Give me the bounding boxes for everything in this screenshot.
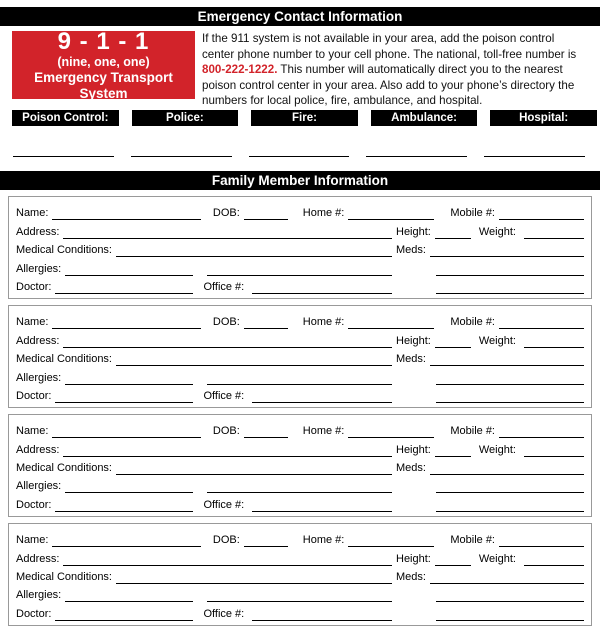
emergency-header-bar bbox=[0, 7, 600, 26]
allergies-line-2 bbox=[207, 372, 392, 385]
weight-line bbox=[524, 226, 584, 239]
home-phone-line bbox=[348, 207, 434, 220]
poison-control-phone-number: 800-222-1222. bbox=[202, 63, 278, 77]
meds-line bbox=[430, 244, 584, 257]
dob-line bbox=[244, 425, 288, 438]
address-line bbox=[63, 444, 392, 457]
name-line bbox=[52, 207, 200, 220]
height-line bbox=[435, 335, 471, 348]
allergies-line-2 bbox=[207, 480, 392, 493]
hospital-write-in-line bbox=[484, 126, 585, 157]
doctor-line bbox=[55, 281, 193, 294]
contact-label-ambulance: Ambulance: bbox=[371, 110, 478, 126]
height-label: Height: bbox=[396, 225, 431, 238]
allergies-line bbox=[65, 589, 193, 602]
meds-label: Meds: bbox=[396, 353, 426, 366]
medical-conditions-label: Medical Conditions: bbox=[16, 244, 112, 257]
home-phone-label: Home #: bbox=[302, 316, 345, 329]
medical-conditions-row bbox=[16, 457, 584, 475]
poison-control-write-in-line bbox=[13, 126, 114, 157]
family-member-card bbox=[8, 523, 592, 626]
address-label: Address: bbox=[16, 552, 60, 565]
doctor-line bbox=[55, 390, 193, 403]
emergency-contact-form-page bbox=[0, 7, 600, 630]
mobile-phone-label: Mobile #: bbox=[450, 534, 495, 547]
meds-line-2 bbox=[436, 589, 584, 602]
address-row bbox=[16, 329, 584, 347]
medical-conditions-line bbox=[116, 462, 392, 475]
meds-line-3 bbox=[436, 608, 584, 621]
height-line bbox=[435, 226, 471, 239]
doctor-row bbox=[16, 276, 584, 294]
medical-conditions-label: Medical Conditions: bbox=[16, 462, 112, 475]
meds-line-3 bbox=[436, 390, 584, 403]
doctor-label: Doctor: bbox=[16, 498, 52, 511]
office-phone-line bbox=[252, 390, 392, 403]
weight-label: Weight: bbox=[478, 334, 516, 347]
allergies-row bbox=[16, 475, 584, 493]
dob-line bbox=[244, 207, 288, 220]
name-line bbox=[52, 316, 200, 329]
office-phone-line bbox=[252, 499, 392, 512]
911-subtitle: Emergency Transport System bbox=[34, 70, 173, 101]
allergies-line bbox=[65, 480, 193, 493]
police-write-in-line bbox=[131, 126, 232, 157]
fire-write-in-line bbox=[249, 126, 350, 157]
name-label: Name: bbox=[16, 425, 49, 438]
poison-control-instructions bbox=[202, 31, 586, 109]
meds-line-3 bbox=[436, 281, 584, 294]
mobile-phone-label: Mobile #: bbox=[450, 425, 495, 438]
allergies-label: Allergies: bbox=[16, 371, 62, 384]
address-row bbox=[16, 220, 584, 238]
mobile-phone-label: Mobile #: bbox=[450, 316, 495, 329]
address-line bbox=[63, 226, 392, 239]
weight-line bbox=[524, 444, 584, 457]
name-row bbox=[16, 202, 584, 220]
allergies-label: Allergies: bbox=[16, 262, 62, 275]
dob-line bbox=[244, 316, 288, 329]
contact-label-police: Police: bbox=[132, 110, 239, 126]
office-phone-label: Office #: bbox=[203, 389, 245, 402]
family-header-title: Family Member Information bbox=[211, 173, 389, 188]
mobile-phone-label: Mobile #: bbox=[450, 207, 495, 220]
medical-conditions-line bbox=[116, 571, 392, 584]
dob-label: DOB: bbox=[212, 534, 240, 547]
911-number: 9 - 1 - 1 bbox=[57, 28, 150, 55]
doctor-label: Doctor: bbox=[16, 280, 52, 293]
name-label: Name: bbox=[16, 207, 49, 220]
address-row bbox=[16, 547, 584, 565]
meds-line-3 bbox=[436, 499, 584, 512]
medical-conditions-line bbox=[116, 244, 392, 257]
ambulance-write-in-line bbox=[366, 126, 467, 157]
weight-label: Weight: bbox=[478, 552, 516, 565]
address-line bbox=[63, 335, 392, 348]
meds-line-2 bbox=[436, 480, 584, 493]
name-line bbox=[52, 534, 200, 547]
family-header-bar bbox=[0, 171, 600, 190]
meds-line bbox=[430, 462, 584, 475]
home-phone-line bbox=[348, 425, 434, 438]
instructions-text-before: If the 911 system is not available in your area, add the poison control center phone number to your cell phone. The national, toll-free number is bbox=[202, 32, 577, 61]
contact-write-in-row bbox=[13, 126, 585, 157]
meds-label: Meds: bbox=[396, 571, 426, 584]
family-member-card bbox=[8, 305, 592, 408]
name-label: Name: bbox=[16, 316, 49, 329]
medical-conditions-row bbox=[16, 348, 584, 366]
911-callout bbox=[12, 28, 195, 101]
address-line bbox=[63, 553, 392, 566]
instructions-text-after: This number will automatically direct you to the nearest poison control center in your area. Also add to your phone’s directory the numbers for local police, fire, ambulance, and hospital. bbox=[202, 63, 575, 108]
family-members bbox=[0, 196, 600, 626]
contact-label-hospital: Hospital: bbox=[490, 110, 597, 126]
allergies-line-2 bbox=[207, 589, 392, 602]
home-phone-label: Home #: bbox=[302, 425, 345, 438]
contact-labels-row bbox=[12, 110, 597, 126]
meds-line bbox=[430, 353, 584, 366]
name-row bbox=[16, 420, 584, 438]
allergies-row bbox=[16, 257, 584, 275]
office-phone-label: Office #: bbox=[203, 498, 245, 511]
contact-label-poison-control: Poison Control: bbox=[12, 110, 119, 126]
name-row bbox=[16, 311, 584, 329]
emergency-header-title: Emergency Contact Information bbox=[197, 9, 403, 24]
home-phone-line bbox=[348, 316, 434, 329]
allergies-line-2 bbox=[207, 263, 392, 276]
allergies-row bbox=[16, 584, 584, 602]
weight-line bbox=[524, 335, 584, 348]
home-phone-label: Home #: bbox=[302, 534, 345, 547]
doctor-row bbox=[16, 602, 584, 620]
office-phone-line bbox=[252, 608, 392, 621]
medical-conditions-row bbox=[16, 566, 584, 584]
address-row bbox=[16, 438, 584, 456]
meds-line-2 bbox=[436, 372, 584, 385]
dob-label: DOB: bbox=[212, 316, 240, 329]
dob-line bbox=[244, 534, 288, 547]
office-phone-label: Office #: bbox=[203, 280, 245, 293]
address-label: Address: bbox=[16, 443, 60, 456]
mobile-phone-line bbox=[499, 316, 584, 329]
height-label: Height: bbox=[396, 334, 431, 347]
home-phone-label: Home #: bbox=[302, 207, 345, 220]
allergies-label: Allergies: bbox=[16, 589, 62, 602]
contact-label-fire: Fire: bbox=[251, 110, 358, 126]
mobile-phone-line bbox=[499, 534, 584, 547]
911-words: (nine, one, one) bbox=[57, 55, 150, 69]
allergies-line bbox=[65, 372, 193, 385]
height-label: Height: bbox=[396, 552, 431, 565]
mobile-phone-line bbox=[499, 207, 584, 220]
medical-conditions-label: Medical Conditions: bbox=[16, 571, 112, 584]
doctor-row bbox=[16, 493, 584, 511]
home-phone-line bbox=[348, 534, 434, 547]
address-label: Address: bbox=[16, 225, 60, 238]
height-line bbox=[435, 553, 471, 566]
name-line bbox=[52, 425, 200, 438]
office-phone-label: Office #: bbox=[203, 607, 245, 620]
family-member-card bbox=[8, 196, 592, 299]
doctor-row bbox=[16, 385, 584, 403]
doctor-label: Doctor: bbox=[16, 607, 52, 620]
medical-conditions-row bbox=[16, 239, 584, 257]
height-label: Height: bbox=[396, 443, 431, 456]
meds-line bbox=[430, 571, 584, 584]
weight-label: Weight: bbox=[478, 225, 516, 238]
doctor-label: Doctor: bbox=[16, 389, 52, 402]
doctor-line bbox=[55, 499, 193, 512]
family-member-card bbox=[8, 414, 592, 517]
medical-conditions-label: Medical Conditions: bbox=[16, 353, 112, 366]
medical-conditions-line bbox=[116, 353, 392, 366]
mobile-phone-line bbox=[499, 425, 584, 438]
name-row bbox=[16, 529, 584, 547]
dob-label: DOB: bbox=[212, 207, 240, 220]
address-label: Address: bbox=[16, 334, 60, 347]
weight-line bbox=[524, 553, 584, 566]
allergies-label: Allergies: bbox=[16, 480, 62, 493]
allergies-line bbox=[65, 263, 193, 276]
meds-label: Meds: bbox=[396, 244, 426, 257]
doctor-line bbox=[55, 608, 193, 621]
meds-line-2 bbox=[436, 263, 584, 276]
allergies-row bbox=[16, 366, 584, 384]
meds-label: Meds: bbox=[396, 462, 426, 475]
dob-label: DOB: bbox=[212, 425, 240, 438]
weight-label: Weight: bbox=[478, 443, 516, 456]
name-label: Name: bbox=[16, 534, 49, 547]
intro-section bbox=[12, 28, 592, 109]
office-phone-line bbox=[252, 281, 392, 294]
height-line bbox=[435, 444, 471, 457]
